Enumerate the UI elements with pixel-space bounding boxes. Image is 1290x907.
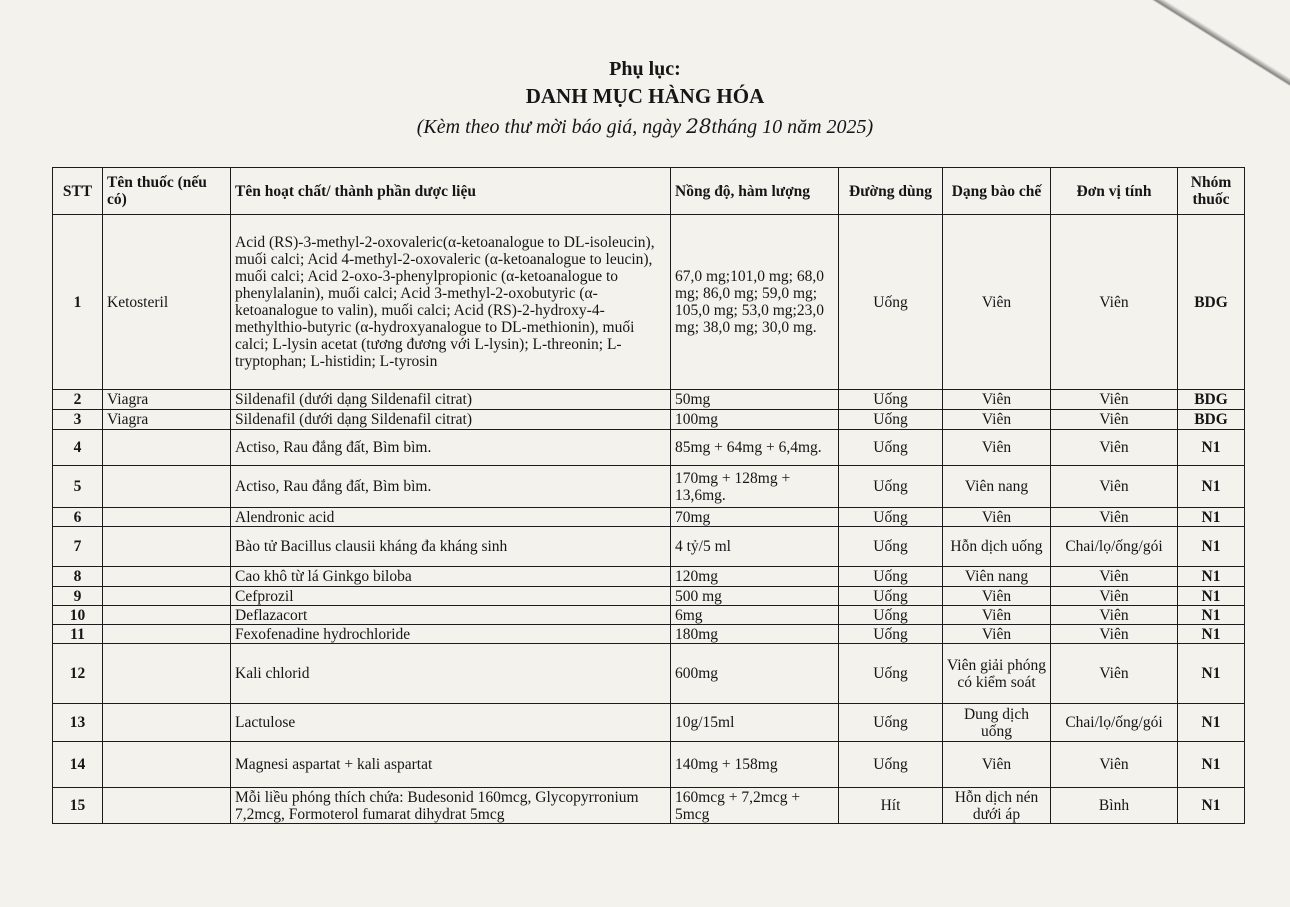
- cell-ham-luong: 100mg: [671, 410, 839, 430]
- col-header-don-vi: Đơn vị tính: [1051, 168, 1178, 215]
- cell-dang-bao-che: Dung dịch uống: [943, 704, 1051, 742]
- cell-duong-dung: Uống: [839, 704, 943, 742]
- cell-dang-bao-che: Viên: [943, 508, 1051, 527]
- cell-ten-thuoc: Ketosteril: [103, 215, 231, 390]
- cell-nhom: BDG: [1178, 390, 1245, 410]
- cell-ten-thuoc: Viagra: [103, 410, 231, 430]
- cell-dang-bao-che: Viên giải phóng có kiểm soát: [943, 644, 1051, 704]
- cell-ham-luong: 170mg + 128mg + 13,6mg.: [671, 466, 839, 508]
- cell-hoat-chat: Mỗi liều phóng thích chứa: Budesonid 160mcg, Glycopyrronium 7,2mcg, Formoterol fumarat dihydrat 5mcg: [231, 788, 671, 824]
- cell-ham-luong: 85mg + 64mg + 6,4mg.: [671, 430, 839, 466]
- goods-table: [52, 167, 1245, 824]
- cell-don-vi: Viên: [1051, 567, 1178, 587]
- cell-hoat-chat: Cao khô từ lá Ginkgo biloba: [231, 567, 671, 587]
- cell-ham-luong: 140mg + 158mg: [671, 742, 839, 788]
- cell-hoat-chat: Sildenafil (dưới dạng Sildenafil citrat): [231, 410, 671, 430]
- cell-nhom: N1: [1178, 606, 1245, 625]
- cell-dang-bao-che: Viên: [943, 390, 1051, 410]
- table-row: [53, 527, 1245, 567]
- appendix-label: Phụ lục:: [609, 58, 681, 80]
- cell-don-vi: Chai/lọ/ống/gói: [1051, 527, 1178, 567]
- cell-don-vi: Viên: [1051, 644, 1178, 704]
- table-row: [53, 215, 1245, 390]
- table-header-row: [53, 168, 1245, 215]
- cell-ten-thuoc: [103, 567, 231, 587]
- cell-stt: 7: [53, 527, 103, 567]
- cell-stt: 10: [53, 606, 103, 625]
- cell-dang-bao-che: Viên nang: [943, 567, 1051, 587]
- cell-ham-luong: 4 tỷ/5 ml: [671, 527, 839, 567]
- cell-don-vi: Viên: [1051, 466, 1178, 508]
- cell-dang-bao-che: Viên: [943, 625, 1051, 644]
- cell-hoat-chat: Alendronic acid: [231, 508, 671, 527]
- cell-dang-bao-che: Viên: [943, 587, 1051, 606]
- cell-duong-dung: Uống: [839, 390, 943, 410]
- cell-don-vi: Viên: [1051, 587, 1178, 606]
- table-row: [53, 430, 1245, 466]
- cell-don-vi: Viên: [1051, 606, 1178, 625]
- cell-ten-thuoc: Viagra: [103, 390, 231, 410]
- cell-hoat-chat: Sildenafil (dưới dạng Sildenafil citrat): [231, 390, 671, 410]
- cell-duong-dung: Uống: [839, 644, 943, 704]
- cell-duong-dung: Uống: [839, 410, 943, 430]
- cell-nhom: BDG: [1178, 410, 1245, 430]
- cell-dang-bao-che: Viên: [943, 742, 1051, 788]
- cell-dang-bao-che: Viên nang: [943, 466, 1051, 508]
- cell-don-vi: Viên: [1051, 215, 1178, 390]
- table-row: [53, 742, 1245, 788]
- cell-hoat-chat: Cefprozil: [231, 587, 671, 606]
- cell-ten-thuoc: [103, 430, 231, 466]
- cell-dang-bao-che: Viên: [943, 430, 1051, 466]
- cell-ten-thuoc: [103, 527, 231, 567]
- table-row: [53, 390, 1245, 410]
- col-header-stt: STT: [53, 168, 103, 215]
- cell-hoat-chat: Lactulose: [231, 704, 671, 742]
- cell-ham-luong: 10g/15ml: [671, 704, 839, 742]
- cell-duong-dung: Hít: [839, 788, 943, 824]
- cell-ham-luong: 120mg: [671, 567, 839, 587]
- cell-nhom: N1: [1178, 430, 1245, 466]
- cell-duong-dung: Uống: [839, 606, 943, 625]
- cell-dang-bao-che: Viên: [943, 606, 1051, 625]
- table-row: [53, 466, 1245, 508]
- table-row: [53, 508, 1245, 527]
- cell-nhom: N1: [1178, 625, 1245, 644]
- col-header-ham-luong: Nồng độ, hàm lượng: [671, 168, 839, 215]
- handwritten-day: 28: [686, 114, 712, 138]
- cell-duong-dung: Uống: [839, 430, 943, 466]
- cell-hoat-chat: Fexofenadine hydrochloride: [231, 625, 671, 644]
- cell-stt: 6: [53, 508, 103, 527]
- cell-ten-thuoc: [103, 625, 231, 644]
- cell-hoat-chat: Actiso, Rau đắng đất, Bìm bìm.: [231, 430, 671, 466]
- subtitle-prefix: (Kèm theo thư mời báo giá, ngày: [416, 116, 687, 138]
- cell-ham-luong: 6mg: [671, 606, 839, 625]
- cell-nhom: N1: [1178, 508, 1245, 527]
- cell-stt: 11: [53, 625, 103, 644]
- cell-hoat-chat: Acid (RS)-3-methyl-2-oxovaleric(α-ketoanalogue to DL-isoleucin), muối calci; Acid 4-methyl-2-oxovaleric (α-ketoanalogue to leucin), muối calci; Acid 2-oxo-3-phenylpropionic (α-ketoanalogue to phenylalanin), muối calci; Acid 3-methyl-2-oxobutyric (α-ketoanalogue to valin), muối calci; Acid (RS)-2-hydroxy-4-methylthio-butyric (α-hydroxyanalogue to DL-methionin), muối calci; L-lysin acetat (tương đương với L-lysin); L-threonin; L-tryptophan; L-histidin; L-tyrosin: [231, 215, 671, 390]
- cell-ten-thuoc: [103, 788, 231, 824]
- cell-ham-luong: 67,0 mg;101,0 mg; 68,0 mg; 86,0 mg; 59,0 mg; 105,0 mg; 53,0 mg;23,0 mg; 38,0 mg; 30,0 mg.: [671, 215, 839, 390]
- page-title: DANH MỤC HÀNG HÓA: [525, 84, 765, 108]
- cell-nhom: N1: [1178, 704, 1245, 742]
- cell-ham-luong: 500 mg: [671, 587, 839, 606]
- table-row: [53, 644, 1245, 704]
- cell-don-vi: Viên: [1051, 410, 1178, 430]
- cell-dang-bao-che: Viên: [943, 215, 1051, 390]
- cell-stt: 5: [53, 466, 103, 508]
- table-row: [53, 625, 1245, 644]
- cell-stt: 4: [53, 430, 103, 466]
- cell-nhom: N1: [1178, 567, 1245, 587]
- cell-stt: 15: [53, 788, 103, 824]
- table-row: [53, 704, 1245, 742]
- cell-nhom: BDG: [1178, 215, 1245, 390]
- cell-ten-thuoc: [103, 606, 231, 625]
- cell-stt: 8: [53, 567, 103, 587]
- cell-duong-dung: Uống: [839, 508, 943, 527]
- cell-dang-bao-che: Hỗn dịch uống: [943, 527, 1051, 567]
- cell-don-vi: Chai/lọ/ống/gói: [1051, 704, 1178, 742]
- cell-hoat-chat: Actiso, Rau đắng đất, Bìm bìm.: [231, 466, 671, 508]
- cell-stt: 9: [53, 587, 103, 606]
- cell-nhom: N1: [1178, 587, 1245, 606]
- cell-nhom: N1: [1178, 466, 1245, 508]
- table-row: [53, 587, 1245, 606]
- col-header-hoat-chat: Tên hoạt chất/ thành phần dược liệu: [231, 168, 671, 215]
- table-row: [53, 567, 1245, 587]
- cell-duong-dung: Uống: [839, 567, 943, 587]
- cell-dang-bao-che: Viên: [943, 410, 1051, 430]
- cell-duong-dung: Uống: [839, 742, 943, 788]
- cell-stt: 14: [53, 742, 103, 788]
- cell-nhom: N1: [1178, 742, 1245, 788]
- col-header-duong-dung: Đường dùng: [839, 168, 943, 215]
- cell-ten-thuoc: [103, 587, 231, 606]
- cell-duong-dung: Uống: [839, 527, 943, 567]
- cell-don-vi: Viên: [1051, 390, 1178, 410]
- cell-duong-dung: Uống: [839, 587, 943, 606]
- cell-duong-dung: Uống: [839, 466, 943, 508]
- cell-stt: 1: [53, 215, 103, 390]
- subtitle-suffix: tháng 10 năm 2025): [711, 116, 874, 138]
- cell-hoat-chat: Kali chlorid: [231, 644, 671, 704]
- cell-don-vi: Bình: [1051, 788, 1178, 824]
- cell-ham-luong: 180mg: [671, 625, 839, 644]
- table-row: [53, 788, 1245, 824]
- cell-don-vi: Viên: [1051, 430, 1178, 466]
- cell-ham-luong: 160mcg + 7,2mcg + 5mcg: [671, 788, 839, 824]
- cell-don-vi: Viên: [1051, 508, 1178, 527]
- cell-ham-luong: 600mg: [671, 644, 839, 704]
- cell-ten-thuoc: [103, 644, 231, 704]
- table-row: [53, 410, 1245, 430]
- cell-ham-luong: 70mg: [671, 508, 839, 527]
- cell-stt: 13: [53, 704, 103, 742]
- cell-hoat-chat: Magnesi aspartat + kali aspartat: [231, 742, 671, 788]
- col-header-dang-bao-che: Dạng bào chế: [943, 168, 1051, 215]
- cell-ten-thuoc: [103, 466, 231, 508]
- page-subtitle: [0, 114, 1290, 139]
- col-header-ten-thuoc: Tên thuốc (nếu có): [103, 168, 231, 215]
- cell-hoat-chat: Deflazacort: [231, 606, 671, 625]
- cell-nhom: N1: [1178, 527, 1245, 567]
- cell-ten-thuoc: [103, 704, 231, 742]
- table-row: [53, 606, 1245, 625]
- cell-nhom: N1: [1178, 644, 1245, 704]
- cell-hoat-chat: Bào tử Bacillus clausii kháng đa kháng sinh: [231, 527, 671, 567]
- cell-stt: 2: [53, 390, 103, 410]
- cell-ham-luong: 50mg: [671, 390, 839, 410]
- cell-nhom: N1: [1178, 788, 1245, 824]
- col-header-nhom: Nhóm thuốc: [1178, 168, 1245, 215]
- cell-duong-dung: Uống: [839, 215, 943, 390]
- cell-ten-thuoc: [103, 508, 231, 527]
- cell-stt: 3: [53, 410, 103, 430]
- cell-ten-thuoc: [103, 742, 231, 788]
- cell-duong-dung: Uống: [839, 625, 943, 644]
- cell-stt: 12: [53, 644, 103, 704]
- cell-don-vi: Viên: [1051, 742, 1178, 788]
- cell-don-vi: Viên: [1051, 625, 1178, 644]
- cell-dang-bao-che: Hỗn dịch nén dưới áp: [943, 788, 1051, 824]
